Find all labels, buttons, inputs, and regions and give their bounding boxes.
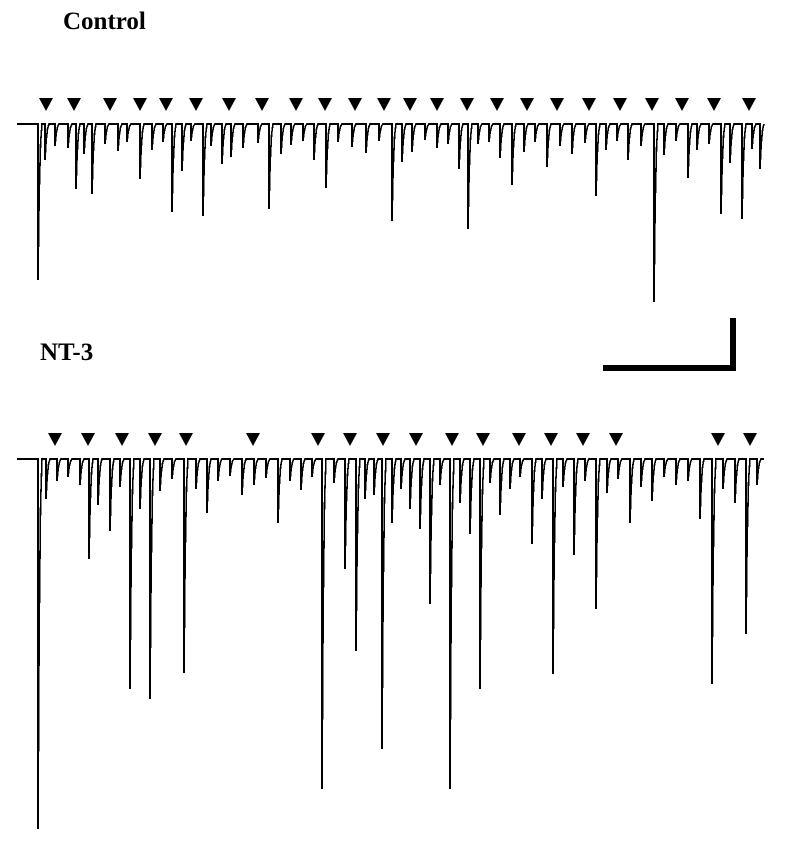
arrowhead-icon [133,98,147,111]
current-trace-control [17,124,764,302]
arrowhead-icon [159,98,173,111]
arrowhead-icon [67,98,81,111]
arrowhead-icon [430,98,444,111]
arrowhead-icon [582,98,596,111]
arrowhead-icon [403,98,417,111]
arrowhead-icon [576,433,590,446]
arrowhead-icon [520,98,534,111]
arrowhead-icon [743,433,757,446]
panel-label-nt3: NT-3 [40,339,94,366]
arrowhead-icon [675,98,689,111]
arrowhead-icon [343,433,357,446]
arrowhead-icon [348,98,362,111]
arrowhead-icon [311,433,325,446]
arrowhead-icon [476,433,490,446]
arrowhead-icon [115,433,129,446]
arrowhead-icon [409,433,423,446]
trace-control [0,0,804,330]
arrowhead-icon [550,98,564,111]
arrowhead-icon [512,433,526,446]
current-trace-nt3 [17,459,764,829]
arrowhead-icon [246,433,260,446]
arrowhead-icon [48,433,62,446]
arrowhead-icon [222,98,236,111]
arrowhead-icon [711,433,725,446]
calibration-bar-path [603,318,733,368]
stimulus-arrowheads-nt3 [48,433,757,446]
arrowhead-icon [613,98,627,111]
panel-label-control: Control [63,8,146,35]
calibration-bar [600,295,800,385]
arrowhead-icon [376,433,390,446]
arrowhead-icon [318,98,332,111]
arrowhead-icon [179,433,193,446]
arrowhead-icon [544,433,558,446]
arrowhead-icon [742,98,756,111]
arrowhead-icon [609,433,623,446]
stimulus-arrowheads-control [39,98,756,111]
arrowhead-icon [255,98,269,111]
arrowhead-icon [377,98,391,111]
arrowhead-icon [189,98,203,111]
trace-nt3 [0,414,804,854]
arrowhead-icon [445,433,459,446]
arrowhead-icon [707,98,721,111]
arrowhead-icon [460,98,474,111]
arrowhead-icon [103,98,117,111]
arrowhead-icon [289,98,303,111]
arrowhead-icon [81,433,95,446]
arrowhead-icon [148,433,162,446]
arrowhead-icon [645,98,659,111]
arrowhead-icon [39,98,53,111]
arrowhead-icon [490,98,504,111]
